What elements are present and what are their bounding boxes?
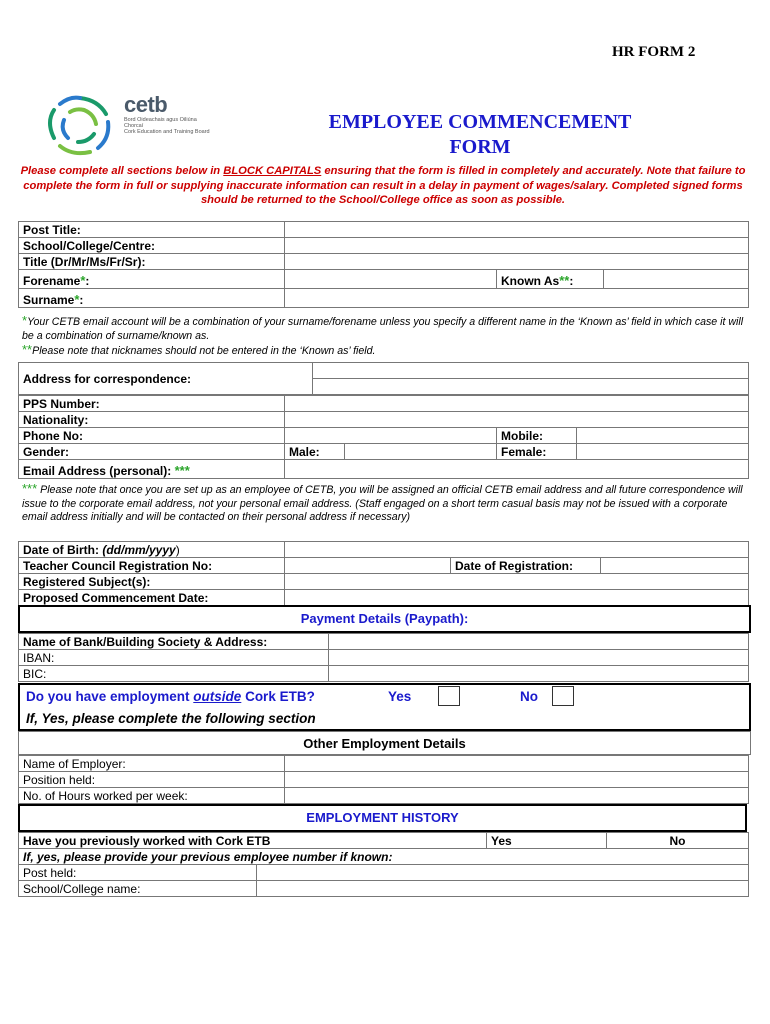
note2-text: Please note that nicknames should not be entered in the ‘Known as’ field. [32,345,376,357]
bic-field[interactable] [329,666,749,682]
other-employment-heading: Other Employment Details [18,731,751,755]
outside-no-label: No [520,689,538,704]
history-question: Have you previously worked with Cork ETB [19,833,487,849]
employment-history-heading: EMPLOYMENT HISTORY [18,804,747,832]
forename-label [19,270,285,289]
email-asterisks: *** [174,463,190,478]
outside-employment-question [26,689,315,704]
known-as-field[interactable] [604,270,749,289]
address-table [18,362,749,395]
outside-employment-instruction: If, Yes, please complete the following section [26,711,316,726]
forename-asterisk: * [80,273,86,288]
gender-label: Gender: [19,444,285,460]
contact-table [18,395,749,479]
pps-label: PPS Number: [19,396,285,412]
bank-field[interactable] [329,634,749,650]
reg-date-label: Date of Registration: [451,558,601,574]
surname-field[interactable] [285,289,749,308]
address-label: Address for correspondence: [19,363,313,395]
q-part2: Cork ETB? [241,689,315,704]
hours-field[interactable] [285,788,749,804]
email-note-2 [22,482,748,525]
history-school-field[interactable] [257,881,749,897]
form-code: HR FORM 2 [612,44,696,60]
female-field[interactable] [577,444,749,460]
commencement-label: Proposed Commencement Date: [19,590,285,606]
outside-no-checkbox[interactable] [552,686,574,706]
surname-colon: : [79,293,84,307]
school-field[interactable] [285,238,749,254]
outside-yes-checkbox[interactable] [438,686,460,706]
forename-colon: : [85,274,90,288]
history-post-field[interactable] [257,865,749,881]
instructions [18,164,748,208]
payment-table [18,633,749,682]
history-school-label: School/College name: [19,881,257,897]
forename-field[interactable] [285,270,497,289]
history-post-label: Post held: [19,865,257,881]
registration-table [18,541,749,606]
post-title-label: Post Title: [19,222,285,238]
known-as-asterisk: ** [559,273,570,288]
male-label: Male: [285,444,345,460]
hours-label: No. of Hours worked per week: [19,788,285,804]
pps-field[interactable] [285,396,749,412]
subjects-field[interactable] [285,574,749,590]
email-field[interactable] [285,460,749,479]
employer-label: Name of Employer: [19,756,285,772]
outside-employment-box [18,683,751,731]
note3-text: Please note that once you are set up as an employee of CETB, you will be assigned an official CETB email address and all future correspondence will issue to the corporate email address, not your personal email address. (Staff engaged on a short term casual basis may not be issued with a corporate email address initially and will be contacted on their personal address if necessary) [22,484,743,523]
iban-label: IBAN: [19,650,329,666]
instructions-part1: Please complete all sections below in [20,165,224,177]
phone-label: Phone No: [19,428,285,444]
iban-field[interactable] [329,650,749,666]
surname-label [19,289,285,308]
personal-details-table [18,221,749,308]
forename-text: Forename [23,274,81,288]
nationality-field[interactable] [285,412,749,428]
q-part1: Do you have employment [26,689,194,704]
reg-date-field[interactable] [601,558,749,574]
form-title [300,110,660,160]
dob-text: Date of Birth: [23,543,103,557]
employer-field[interactable] [285,756,749,772]
logo-brand: cetb [124,92,168,117]
commencement-field[interactable] [285,590,749,606]
title-field[interactable] [285,254,749,270]
surname-text: Surname [23,293,75,307]
swirl-logo-icon [40,92,120,158]
note2-mark: ** [22,342,33,357]
note1-mark: * [22,313,28,328]
outside-yes-label: Yes [388,689,412,704]
email-label [19,460,285,479]
known-as-label [497,270,604,289]
mobile-label: Mobile: [497,428,577,444]
form-title-line2: FORM [449,136,511,158]
cetb-logo [40,92,210,158]
address-field-2[interactable] [313,379,749,395]
dob-close: ) [175,543,180,557]
instructions-block-capitals: BLOCK CAPITALS [223,165,322,177]
tc-no-label: Teacher Council Registration No: [19,558,285,574]
other-employment-table [18,755,749,804]
surname-asterisk: * [74,292,80,307]
form-title-line1: EMPLOYEE COMMENCEMENT [328,111,632,133]
logo-subtitle: Bord Oideachais agus Oiliúna Chorcaí Cork Education and Training Board [124,117,210,136]
title-label: Title (Dr/Mr/Ms/Fr/Sr): [19,254,285,270]
address-field-1[interactable] [313,363,749,379]
mobile-field[interactable] [577,428,749,444]
bank-label: Name of Bank/Building Society & Address: [19,634,329,650]
history-no[interactable]: No [607,833,749,849]
q-outside: outside [193,689,242,704]
school-label: School/College/Centre: [19,238,285,254]
note1-text: Your CETB email account will be a combination of your surname/forename unless you specify a different name in the ‘Known as’ field in which case it will be a combination of surname/known as. [22,316,744,342]
nationality-label: Nationality: [19,412,285,428]
dob-format: (dd/mm/yyyy [102,543,176,557]
note3-mark: *** [22,481,38,496]
instructions-part2: ensuring that the form is filled in completely and accurately. Note that failure to complete the form in full or supplying inaccurate information can result in a delay in payment of wages/salary. Completed signed forms should be returned to the School/College office as soon as possible. [23,165,746,206]
known-as-colon: : [569,274,574,288]
dob-label [19,542,285,558]
dob-field[interactable] [285,542,749,558]
post-title-field[interactable] [285,222,749,238]
phone-field[interactable] [285,428,497,444]
position-field[interactable] [285,772,749,788]
position-label: Position held: [19,772,285,788]
history-yes[interactable]: Yes [487,833,607,849]
email-note-1 [22,314,748,359]
tc-no-field[interactable] [285,558,451,574]
known-as-text: Known As [501,274,560,288]
history-if-yes: If, yes, please provide your previous employee number if known: [19,849,749,865]
male-field[interactable] [345,444,497,460]
bic-label: BIC: [19,666,329,682]
subjects-label: Registered Subject(s): [19,574,285,590]
payment-heading: Payment Details (Paypath): [18,605,751,633]
female-label: Female: [497,444,577,460]
employment-history-table [18,832,749,897]
email-text: Email Address (personal): [23,464,172,478]
